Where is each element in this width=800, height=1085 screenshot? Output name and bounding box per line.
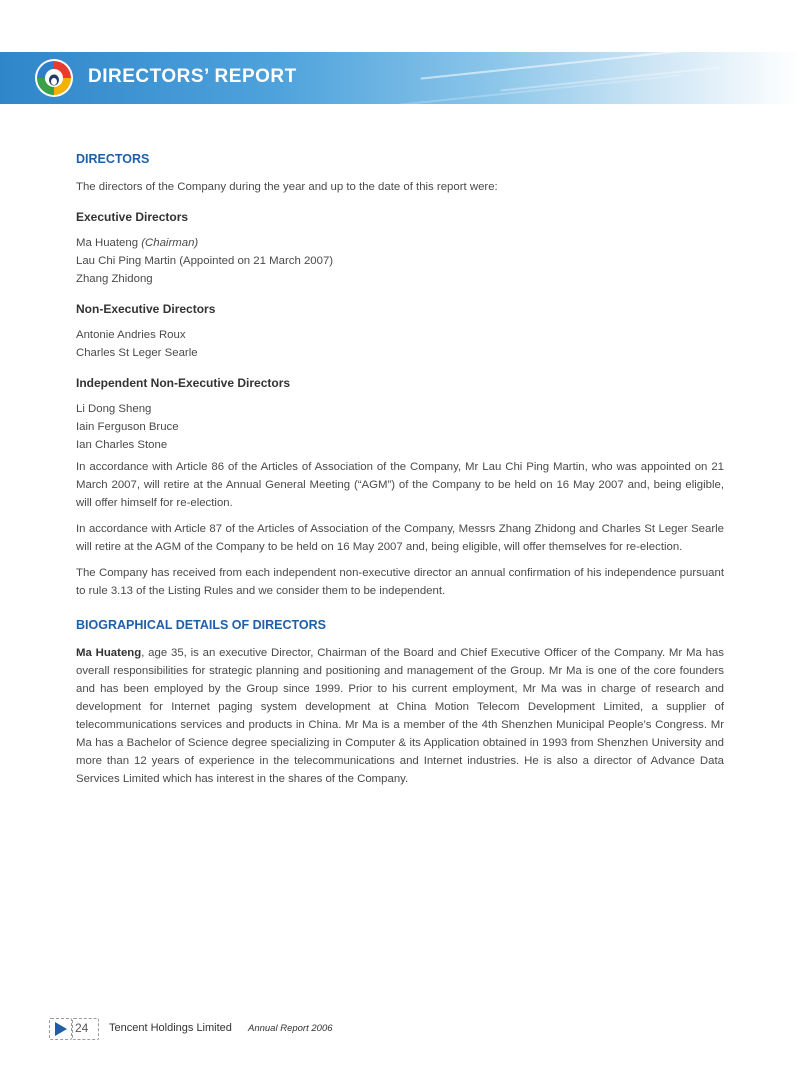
article-87-paragraph: In accordance with Article 87 of the Articles of Association of the Company, Messrs Zhang Zhidong and Charles St Leger Searle will retire at the AGM of the Company to be held on 16 May 2007 and, being eligible, will offer themselves for re-election.: [76, 523, 724, 553]
list-item: Li Dong Sheng: [76, 403, 152, 415]
non-executive-directors-list: [76, 326, 724, 362]
independent-directors-list: [76, 400, 724, 454]
page-footer: [49, 1018, 449, 1040]
list-item: Iain Ferguson Bruce: [76, 421, 179, 433]
list-item: Antonie Andries Roux: [76, 329, 186, 341]
footer-report: Annual Report 2006: [248, 1023, 333, 1034]
footer-arrow-box: [49, 1018, 72, 1040]
directors-intro: The directors of the Company during the year and up to the date of this report were:: [76, 181, 498, 193]
directors-heading: DIRECTORS: [76, 152, 150, 166]
non-executive-directors-heading: Non-Executive Directors: [76, 302, 216, 316]
page-title: DIRECTORS’ REPORT: [88, 66, 297, 87]
report-content: [76, 150, 724, 796]
list-item: Charles St Leger Searle: [76, 347, 198, 359]
list-item: Ian Charles Stone: [76, 439, 168, 451]
independence-paragraph: The Company has received from each independent non-executive director an annual confirmation of his independence pursuant to rule 3.13 of the Listing Rules and we consider them to be independent.: [76, 567, 724, 597]
bio-paragraph: Ma Huateng, age 35, is an executive Director, Chairman of the Board and Chief Executive Officer of the Company. Mr Ma has overall responsibilities for strategic planning and positioning and management of the Group. Mr Ma is one of the core founders and has been employed by the Group since 1999. Prior to his current employment, Mr Ma was in charge of research and development for Internet paging system development at China Motion Telecom Development Limited, a supplier of telecommunications services and products in China. Mr Ma is a member of the 4th Shenzhen Municipal People’s Congress. Mr Ma has a Bachelor of Science degree specializing in Computer & its Application obtained in 1993 from Shenzhen University and more than 12 years of experience in the telecommunications and Internet industries. He is also a director of Advance Data Services Limited which has interest in the shares of the Company.: [76, 647, 724, 785]
executive-directors-heading: Executive Directors: [76, 210, 189, 224]
independent-directors-heading: Independent Non-Executive Directors: [76, 376, 291, 390]
page-number: 24: [75, 1021, 89, 1035]
footer-company: Tencent Holdings Limited: [109, 1022, 232, 1034]
executive-directors-list: [76, 234, 724, 288]
company-logo-icon: [34, 58, 74, 98]
biographical-heading: BIOGRAPHICAL DETAILS OF DIRECTORS: [76, 618, 327, 632]
list-item: Lau Chi Ping Martin (Appointed on 21 March 2007): [76, 255, 334, 267]
list-item: Zhang Zhidong: [76, 273, 153, 285]
article-86-paragraph: In accordance with Article 86 of the Articles of Association of the Company, Mr Lau Chi Ping Martin, who was appointed on 21 March 2007, will retire at the Annual General Meeting (“AGM”) of the Company to be held on 16 May 2007 and, being eligible, will offer himself for re-election.: [76, 461, 724, 509]
play-arrow-icon: [50, 1019, 71, 1039]
list-item: Ma Huateng (Chairman): [76, 237, 199, 249]
